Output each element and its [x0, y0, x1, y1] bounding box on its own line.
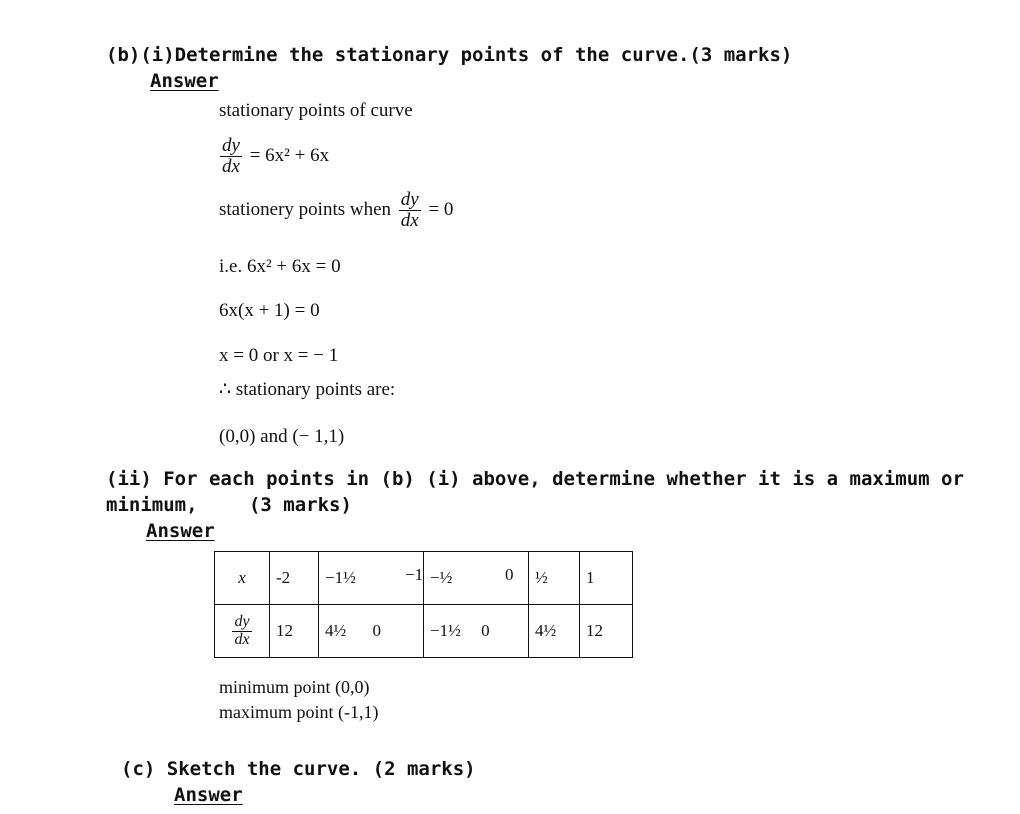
table-row-dydx [215, 605, 633, 658]
table-row-label-dydx: $\frac{dy}{dx}$ [215, 605, 270, 658]
factorised-equation: 6x(x + 1) = 0 [219, 300, 320, 321]
answer-heading-b-ii: Answer [146, 520, 215, 542]
question-b-i: (b)(i)Determine the stationary points of the curve.(3 marks) [106, 44, 793, 66]
therefore-line: ∴ stationary points are: [219, 379, 396, 400]
table-cell-x-2: −1½ [319, 552, 424, 605]
table-cell-x-1: -2 [270, 552, 319, 605]
question-b-ii-line1: (ii) For each points in (b) (i) above, determine whether it is a maximum or [106, 468, 964, 490]
table-cell-dydx-5: 12 [580, 605, 633, 658]
table-row-x [215, 552, 633, 605]
answer-heading-b-i: Answer [150, 70, 219, 92]
table-cell-x-3: −½ [424, 552, 529, 605]
answer-heading-c: Answer [174, 784, 243, 806]
table-cell-dydx-1: 12 [270, 605, 319, 658]
maximum-point-conclusion: maximum point (-1,1) [219, 702, 379, 722]
derivative-equation [217, 136, 329, 177]
question-c: (c) Sketch the curve. (2 marks) [121, 758, 476, 780]
solutions-line: x = 0 or x = − 1 [219, 345, 339, 366]
table-cell-dydx-4: 4½ [529, 605, 580, 658]
table-cell-x-2b: −1 [405, 565, 424, 584]
dy-dx-fraction: $\frac{dy}{dx}$ [400, 189, 419, 231]
minimum-point-conclusion: minimum point (0,0) [219, 677, 370, 697]
table-cell-x-3b: 0 [505, 565, 514, 584]
stationary-points-result: (0,0) and (− 1,1) [219, 426, 345, 447]
stationary-points-line: stationary points of curve [219, 100, 413, 121]
ie-equation: i.e. 6x² + 6x = 0 [219, 256, 341, 277]
table-cell-dydx-2: 4½ 0 [319, 605, 424, 658]
dy-dx-fraction: $\frac{dy}{dx}$ [222, 135, 240, 177]
question-b-ii-line2: minimum, (3 marks) [106, 494, 352, 516]
table-cell-x-5: 1 [580, 552, 633, 605]
table-row-label-x: x [215, 552, 270, 605]
stationary-condition-line: stationery points when $\frac{dy}{dx}$ = 0 [219, 189, 454, 231]
table-cell-x-4: ½ [529, 552, 580, 605]
derivative-rhs: = 6x² + 6x [249, 144, 330, 166]
table-cell-dydx-3: −1½ 0 [424, 605, 529, 658]
gradient-table [214, 551, 633, 658]
